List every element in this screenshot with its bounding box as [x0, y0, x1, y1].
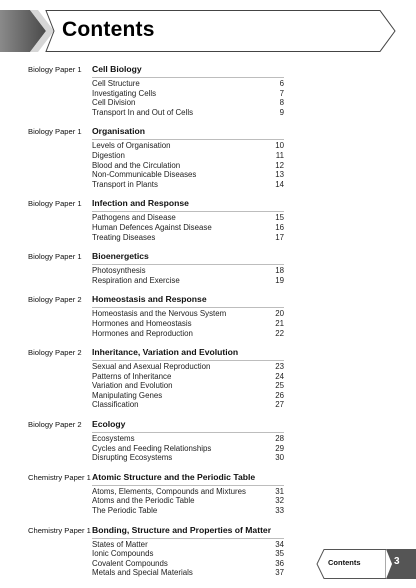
section-header	[0, 251, 416, 264]
section-header	[0, 347, 416, 360]
entry-page-number: 9	[279, 107, 284, 117]
toc-entry[interactable]	[0, 381, 416, 391]
toc-section	[0, 472, 416, 516]
entry-page-number: 36	[275, 558, 284, 568]
toc-entry[interactable]	[0, 266, 416, 276]
entry-page-number: 37	[275, 568, 284, 578]
entry-label: Disrupting Ecosystems	[92, 453, 173, 463]
section-items	[0, 139, 416, 189]
toc-entry[interactable]	[0, 496, 416, 506]
section-divider	[92, 77, 284, 78]
paper-label: Biology Paper 2	[28, 348, 82, 358]
entry-label: Sexual and Asexual Reproduction	[92, 362, 211, 372]
toc-entry[interactable]	[0, 400, 416, 410]
entry-page-number: 27	[275, 400, 284, 410]
entry-page-number: 26	[275, 390, 284, 400]
section-divider	[92, 139, 284, 140]
toc-entry[interactable]	[0, 79, 416, 89]
entry-page-number: 17	[275, 232, 284, 242]
section-header	[0, 198, 416, 211]
entry-label: Manipulating Genes	[92, 390, 163, 400]
entry-page-number: 11	[275, 150, 284, 160]
section-title[interactable]: Ecology	[92, 419, 126, 430]
entry-page-number: 25	[275, 381, 284, 391]
section-title[interactable]: Bioenergetics	[92, 251, 149, 262]
section-title[interactable]: Infection and Response	[92, 198, 189, 209]
entry-page-number: 31	[275, 486, 284, 496]
toc-section	[0, 347, 416, 410]
entry-page-number: 10	[275, 141, 284, 151]
header-banner	[0, 10, 396, 52]
toc-section	[0, 64, 416, 117]
toc-entry[interactable]	[0, 89, 416, 99]
section-divider	[92, 485, 284, 486]
section-divider	[92, 360, 284, 361]
toc-entry[interactable]	[0, 98, 416, 108]
entry-page-number: 16	[275, 222, 284, 232]
entry-page-number: 33	[275, 506, 284, 516]
toc-entry[interactable]	[0, 223, 416, 233]
section-divider	[92, 432, 284, 433]
toc-entry[interactable]	[0, 506, 416, 516]
page-number: 3	[394, 556, 400, 567]
section-items	[0, 432, 416, 463]
toc-entry[interactable]	[0, 151, 416, 161]
toc-entry[interactable]	[0, 309, 416, 319]
section-items	[0, 264, 416, 285]
entry-page-number: 22	[275, 328, 284, 338]
entry-label: Hormones and Homeostasis	[92, 318, 192, 328]
section-divider	[92, 307, 284, 308]
entry-page-number: 12	[275, 160, 284, 170]
paper-label: Biology Paper 1	[28, 252, 82, 262]
entry-label: Levels of Organisation	[92, 141, 171, 151]
entry-label: Ecosystems	[92, 434, 135, 444]
entry-label: Digestion	[92, 150, 125, 160]
entry-label: Atoms and the Periodic Table	[92, 496, 195, 506]
entry-label: Variation and Evolution	[92, 381, 173, 391]
toc-section	[0, 198, 416, 242]
entry-label: Atoms, Elements, Compounds and Mixtures	[92, 486, 246, 496]
entry-page-number: 30	[275, 453, 284, 463]
table-of-contents	[0, 64, 416, 587]
entry-label: Treating Diseases	[92, 232, 156, 242]
entry-label: Homeostasis and the Nervous System	[92, 309, 227, 319]
entry-page-number: 19	[275, 275, 284, 285]
section-header	[0, 126, 416, 139]
entry-label: Transport In and Out of Cells	[92, 107, 194, 117]
entry-page-number: 18	[275, 266, 284, 276]
banner-shape	[0, 10, 396, 52]
section-title[interactable]: Cell Biology	[92, 64, 142, 74]
toc-entry[interactable]	[0, 540, 416, 550]
section-items	[0, 77, 416, 117]
section-title[interactable]: Homeostasis and Response	[92, 294, 207, 305]
entry-label: Covalent Compounds	[92, 558, 168, 568]
entry-page-number: 24	[275, 371, 284, 381]
section-header	[0, 294, 416, 307]
entry-page-number: 29	[275, 443, 284, 453]
toc-entry[interactable]	[0, 487, 416, 497]
entry-label: Patterns of Inheritance	[92, 371, 172, 381]
toc-entry[interactable]	[0, 319, 416, 329]
toc-entry[interactable]	[0, 444, 416, 454]
entry-label: Ionic Compounds	[92, 549, 154, 559]
section-title[interactable]: Bonding, Structure and Properties of Matter	[92, 524, 272, 535]
entry-label: Non-Communicable Diseases	[92, 170, 197, 180]
entry-label: Transport in Plants	[92, 179, 158, 189]
paper-label: Biology Paper 1	[28, 199, 82, 209]
toc-entry[interactable]	[0, 213, 416, 223]
entry-page-number: 23	[275, 362, 284, 372]
entry-page-number: 34	[275, 539, 284, 549]
entry-label: Human Defences Against Disease	[92, 222, 212, 232]
paper-label: Biology Paper 1	[28, 65, 82, 74]
entry-label: Classification	[92, 400, 139, 410]
entry-label: Metals and Special Materials	[92, 568, 193, 578]
toc-entry[interactable]	[0, 180, 416, 190]
entry-label: Investigating Cells	[92, 88, 157, 98]
entry-page-number: 35	[275, 549, 284, 559]
paper-label: Biology Paper 1	[28, 127, 82, 137]
section-header	[0, 64, 416, 77]
section-divider	[92, 538, 284, 539]
entry-label: Cycles and Feeding Relationships	[92, 443, 212, 453]
entry-page-number: 21	[275, 318, 284, 328]
section-header	[0, 419, 416, 432]
entry-label: The Periodic Table	[92, 506, 158, 516]
entry-label: Hormones and Reproduction	[92, 328, 193, 338]
entry-label: Photosynthesis	[92, 266, 146, 276]
toc-entry[interactable]	[0, 453, 416, 463]
entry-page-number: 14	[275, 179, 284, 189]
entry-page-number: 32	[275, 496, 284, 506]
entry-label: States of Matter	[92, 539, 148, 549]
entry-label: Cell Division	[92, 98, 136, 108]
toc-entry[interactable]	[0, 329, 416, 339]
entry-label: Pathogens and Disease	[92, 213, 176, 223]
entry-page-number: 8	[279, 98, 284, 108]
footer-tab	[316, 549, 416, 579]
toc-entry[interactable]	[0, 362, 416, 372]
entry-label: Blood and the Circulation	[92, 160, 181, 170]
toc-entry[interactable]	[0, 233, 416, 243]
toc-section	[0, 294, 416, 338]
entry-page-number: 13	[275, 170, 284, 180]
toc-entry[interactable]	[0, 434, 416, 444]
toc-section	[0, 251, 416, 285]
section-divider	[92, 264, 284, 265]
section-divider	[92, 211, 284, 212]
toc-section	[0, 126, 416, 189]
entry-page-number: 20	[275, 309, 284, 319]
paper-label: Chemistry Paper 1	[28, 525, 91, 535]
paper-label: Chemistry Paper 1	[28, 472, 91, 482]
section-header	[0, 525, 416, 538]
entry-label: Respiration and Exercise	[92, 275, 180, 285]
toc-entry[interactable]	[0, 276, 416, 286]
section-items	[0, 307, 416, 338]
entry-page-number: 28	[275, 434, 284, 444]
toc-entry[interactable]	[0, 372, 416, 382]
section-items	[0, 211, 416, 242]
paper-label: Biology Paper 2	[28, 420, 82, 430]
entry-page-number: 15	[275, 213, 284, 223]
toc-entry[interactable]	[0, 391, 416, 401]
toc-section	[0, 419, 416, 463]
section-title[interactable]: Atomic Structure and the Periodic Table	[92, 471, 256, 482]
section-items	[0, 485, 416, 516]
section-title[interactable]: Inheritance, Variation and Evolution	[92, 347, 239, 358]
toc-entry[interactable]	[0, 170, 416, 180]
entry-page-number: 6	[279, 79, 284, 88]
toc-entry[interactable]	[0, 108, 416, 118]
section-items	[0, 360, 416, 410]
paper-label: Biology Paper 2	[28, 295, 82, 305]
toc-entry[interactable]	[0, 141, 416, 151]
entry-label: Cell Structure	[92, 79, 140, 88]
footer-label: Contents	[328, 558, 361, 567]
entry-page-number: 7	[279, 88, 284, 98]
section-header	[0, 472, 416, 485]
section-title[interactable]: Organisation	[92, 126, 146, 137]
page-title: Contents	[62, 18, 155, 41]
toc-entry[interactable]	[0, 161, 416, 171]
